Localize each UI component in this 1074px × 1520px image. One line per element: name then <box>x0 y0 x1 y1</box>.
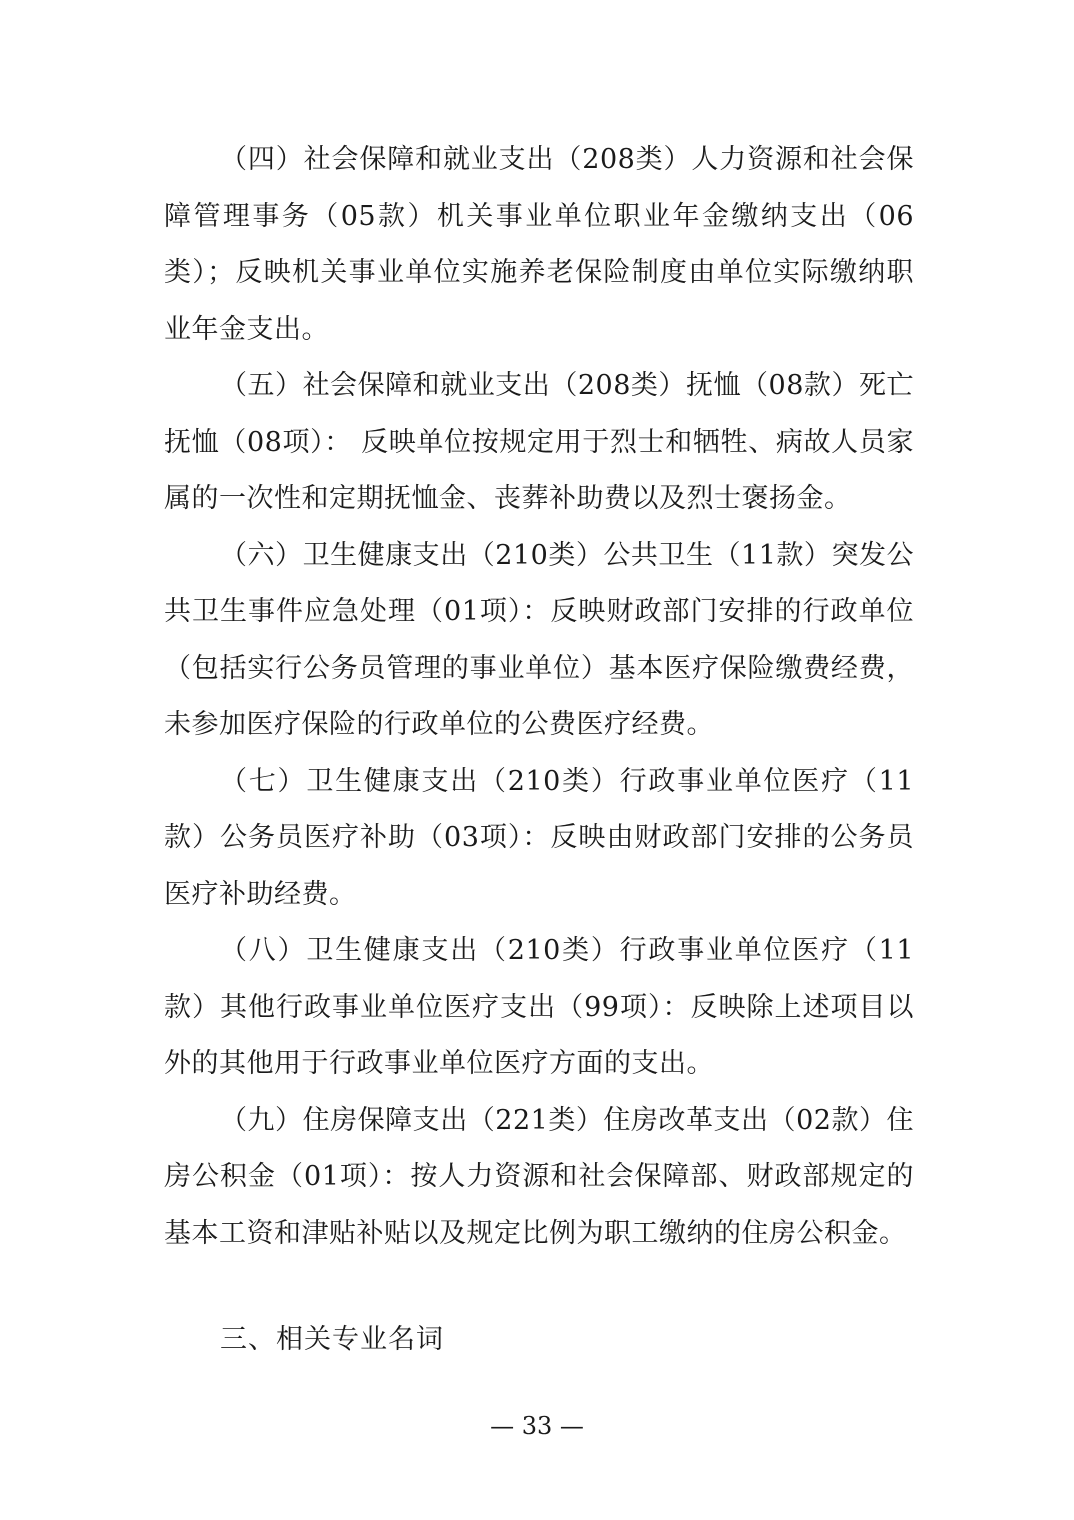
paragraph-item-7: （七）卫生健康支出（210类）行政事业单位医疗（11款）公务员医疗补助（03项）：反映由财政部门安排的公务员医疗补助经费。 <box>164 765 914 910</box>
body-text <box>164 132 914 1262</box>
section-heading: 三、相关专业名词 <box>220 1324 444 1355</box>
paragraph-item-8: （八）卫生健康支出（210类）行政事业单位医疗（11款）其他行政事业单位医疗支出（99项）：反映除上述项目以外的其他用于行政事业单位医疗方面的支出。 <box>164 935 914 1079</box>
paragraph-item-5: （五）社会保障和就业支出（208类）抚恤（08款）死亡抚恤（08项）： 反映单位按规定用于烈士和牺牲、病故人员家属的一次性和定期抚恤金、丧葬补助费以及烈士褒扬金。 <box>164 370 914 514</box>
page-number: — 33 — <box>490 1412 584 1440</box>
paragraph-item-9: （九）住房保障支出（221类）住房改革支出（02款）住房公积金（01项）：按人力资源和社会保障部、财政部规定的基本工资和津贴补贴以及规定比例为职工缴纳的住房公积金。 <box>164 1104 914 1249</box>
paragraph-item-6: （六）卫生健康支出（210类）公共卫生（11款）突发公共卫生事件应急处理（01项）：反映财政部门安排的行政单位（包括实行公务员管理的事业单位）基本医疗保险缴费经费，未参加医疗保险的行政单位的公费医疗经费。 <box>164 539 914 740</box>
paragraph-item-4: （四）社会保障和就业支出（208类）人力资源和社会保障管理事务（05款）机关事业单位职业年金缴纳支出（06类）；反映机关事业单位实施养老保险制度由单位实际缴纳职业年金支出。 <box>164 144 914 345</box>
